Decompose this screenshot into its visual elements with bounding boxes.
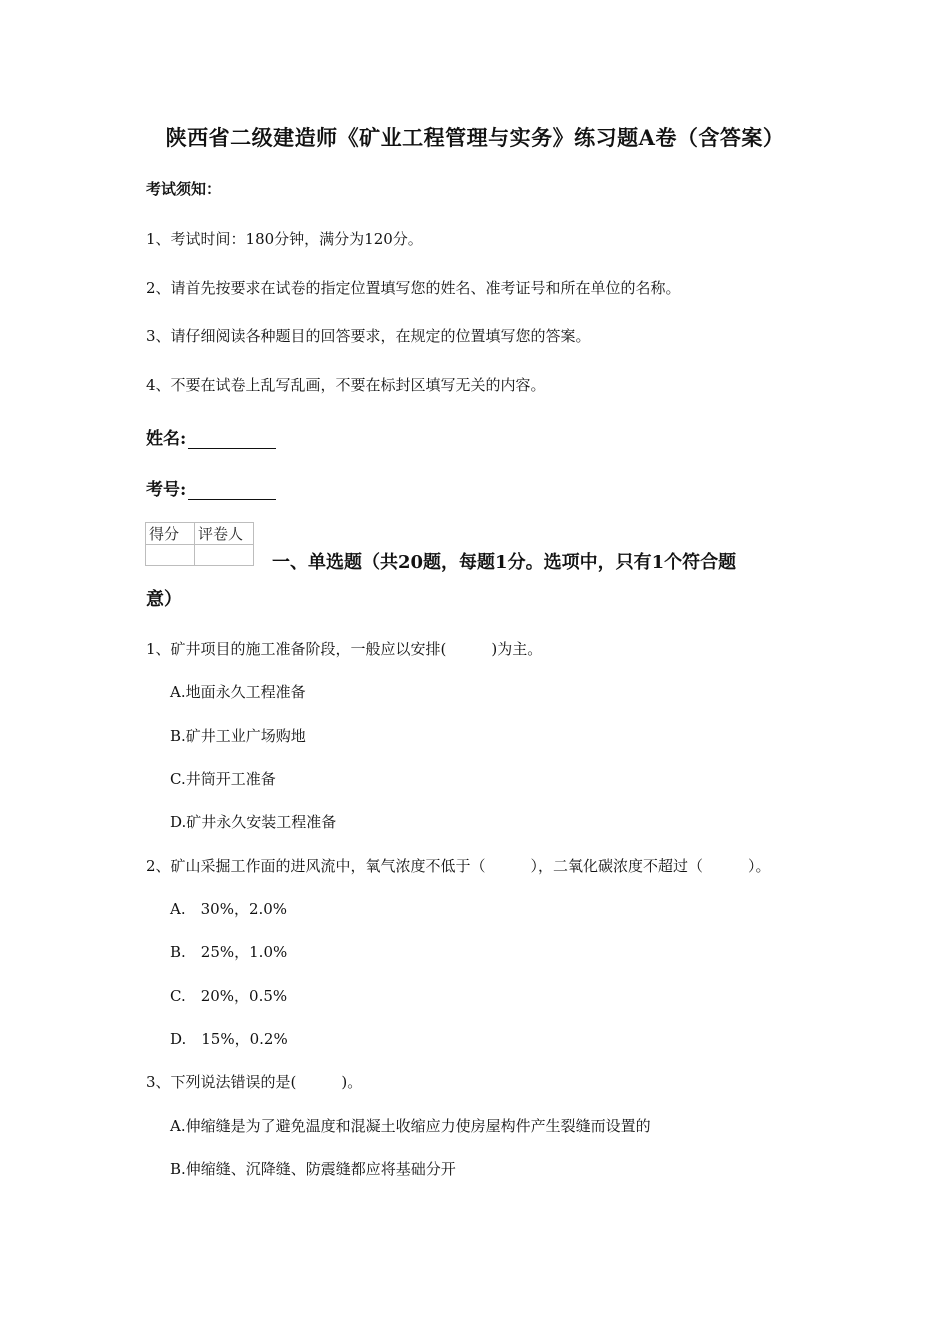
question-1-option-b: B.矿井工业广场购地	[170, 727, 306, 745]
score-header: 得分	[146, 523, 195, 545]
question-1-option-c: C.井筒开工准备	[170, 770, 276, 788]
question-2-option-c: C. 20%，0.5%	[170, 987, 288, 1005]
notice-item-3: 3、请仔细阅读各种题目的回答要求，在规定的位置填写您的答案。	[146, 327, 591, 345]
notice-heading: 考试须知：	[146, 180, 222, 198]
question-2: 2、矿山采掘工作面的进风流中，氧气浓度不低于（ ），二氧化碳浓度不超过（ ）。	[146, 857, 771, 875]
section-title: 一、单选题（共20题，每题1分。选项中，只有1个符合题	[272, 552, 737, 573]
score-cell[interactable]	[146, 545, 195, 566]
score-table	[145, 522, 254, 566]
question-1-option-d: D.矿井永久安装工程准备	[170, 813, 337, 831]
question-3: 3、下列说法错误的是( )。	[146, 1073, 363, 1091]
notice-item-4: 4、不要在试卷上乱写乱画，不要在标封区填写无关的内容。	[146, 376, 546, 394]
question-1: 1、矿井项目的施工准备阶段，一般应以安排( )为主。	[146, 640, 543, 658]
question-2-option-b: B. 25%，1.0%	[170, 943, 288, 961]
name-label: 姓名:	[146, 429, 187, 449]
question-2-option-a: A. 30%，2.0%	[170, 900, 288, 918]
grader-header: 评卷人	[195, 523, 254, 545]
question-3-option-a: A.伸缩缝是为了避免温度和混凝土收缩应力使房屋构件产生裂缝而设置的	[170, 1117, 651, 1135]
section-title-continued: 意）	[146, 589, 182, 610]
question-1-option-a: A.地面永久工程准备	[170, 683, 306, 701]
name-blank[interactable]	[188, 430, 276, 449]
id-blank[interactable]	[188, 481, 276, 500]
id-label: 考号:	[146, 480, 187, 500]
notice-item-1: 1、考试时间：180分钟，满分为120分。	[146, 230, 423, 248]
grader-cell[interactable]	[195, 545, 254, 566]
question-2-option-d: D. 15%，0.2%	[170, 1030, 288, 1048]
name-field	[146, 424, 276, 449]
id-field	[146, 475, 276, 500]
question-3-option-b: B.伸缩缝、沉降缝、防震缝都应将基础分开	[170, 1160, 456, 1178]
page-title: 陕西省二级建造师《矿业工程管理与实务》练习题A卷（含答案）	[165, 125, 785, 150]
notice-item-2: 2、请首先按要求在试卷的指定位置填写您的姓名、准考证号和所在单位的名称。	[146, 279, 681, 297]
